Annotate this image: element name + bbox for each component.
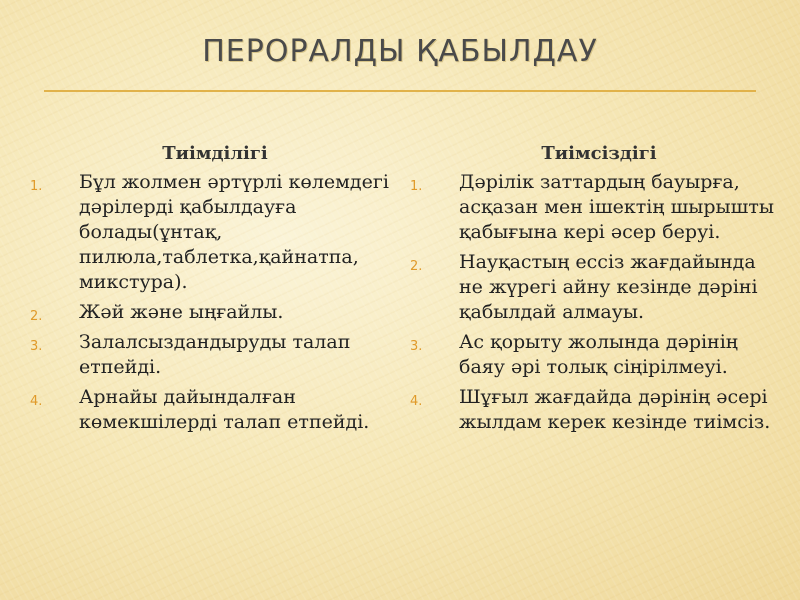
list-item [404, 250, 784, 325]
disadvantages-list [404, 170, 784, 435]
disadvantages-column [404, 143, 784, 440]
list-item [24, 385, 396, 435]
list-number: 3. [410, 339, 423, 354]
list-item-text: Жәй және ыңғайлы. [79, 301, 284, 323]
list-item [24, 170, 396, 295]
list-number: 4. [30, 394, 43, 409]
list-item [24, 300, 396, 325]
list-number: 3. [30, 339, 43, 354]
title-underline [44, 90, 756, 92]
advantages-heading: Тиімділігі [162, 143, 268, 164]
list-item-text: Науқастың ессіз жағдайында не жүрегі айну кезінде дәріні қабылдай алмауы. [459, 251, 758, 323]
list-item-text: Арнайы дайындалған көмекшілерді талап етпейді. [79, 386, 370, 433]
list-number: 1. [30, 179, 43, 194]
list-item-text: Шұғыл жағдайда дәрінің әсері жылдам керек кезінде тиімсіз. [459, 386, 771, 433]
list-number: 2. [410, 259, 423, 274]
slide-title: ПЕРОРАЛДЫ ҚАБЫЛДАУ [202, 34, 598, 69]
advantages-column [24, 143, 396, 440]
disadvantages-heading: Тиімсіздігі [541, 143, 657, 164]
list-item-text: Бұл жолмен әртүрлі көлемдегі дәрілерді қабылдауға болады(ұнтақ, пилюла,таблетка,қайнатпа, микстура). [79, 171, 389, 293]
list-number: 1. [410, 179, 423, 194]
list-item [24, 330, 396, 380]
advantages-list [24, 170, 396, 435]
list-item-text: Ас қорыту жолында дәрінің баяу әрі толық сіңірілмеуі. [459, 331, 738, 378]
list-item-text: Залалсыздандыруды талап етпейді. [79, 331, 351, 378]
list-item-text: Дәрілік заттардың бауырға, асқазан мен ішектің шырышты қабығына кері әсер беруі. [459, 171, 774, 243]
list-item [404, 170, 784, 245]
list-number: 2. [30, 309, 43, 324]
list-number: 4. [410, 394, 423, 409]
list-item [404, 330, 784, 380]
list-item [404, 385, 784, 435]
